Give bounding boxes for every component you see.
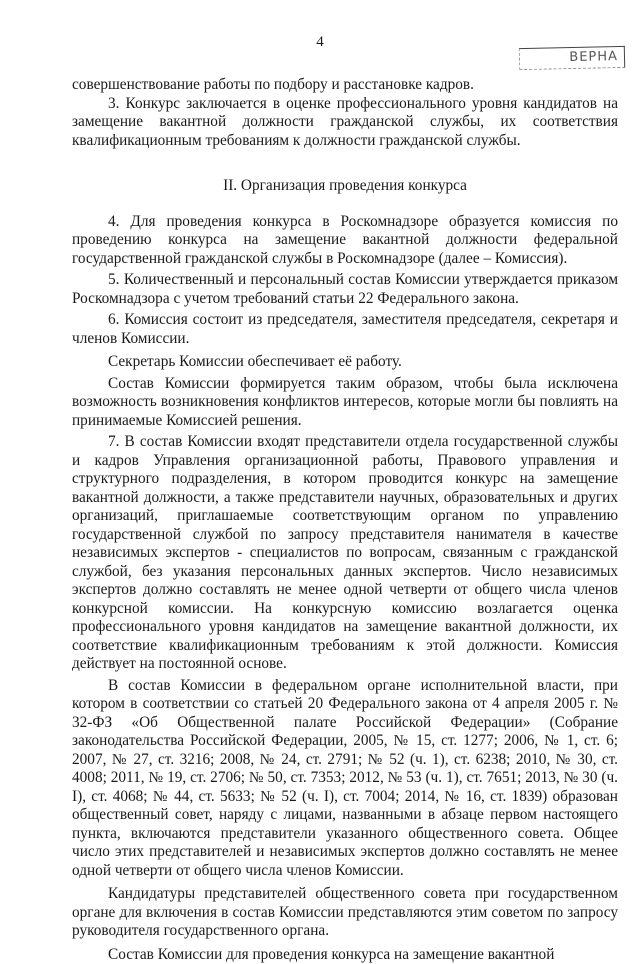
- page-number: 4: [0, 34, 640, 51]
- paragraph-public-council: В состав Комиссии в федеральном органе исполнительной власти, при котором в соответствии со статьей 20 Федерального закона от 4 апреля 2005 г. № 32-ФЗ «Об Общественной палате Российской Федерации» (Собрание законодательства Российской Федерации, 2005, № 15, ст. 1277; 2006, № 1, ст. 6; 2007, № 27, ст. 3216; 2008, № 24, ст. 2791; № 52 (ч. 1), ст. 6238; 2010, № 30, ст. 4008; 2011, № 19, ст. 2706; № 50, ст. 7353; 2012, № 53 (ч. 1), ст. 7651; 2013, № 30 (ч. I), ст. 4068; № 44, ст. 5633; № 52 (ч. I), ст. 7004; 2014, № 16, ст. 1839) образован общественный совет, наряду с лицами, названными в абзаце первом настоящего пункта, включаются представители указанного общественного совета. Общее число этих представителей и независимых экспертов должно составлять не менее одной четверти от общего числа членов Комиссии.: [72, 677, 618, 881]
- paragraph-composition: Состав Комиссии формируется таким образом, чтобы была исключена возможность возникновения конфликтов интересов, которые могли бы повлиять на принимаемые Комиссией решения.: [72, 375, 618, 431]
- section-heading: II. Организация проведения конкурса: [72, 177, 618, 196]
- paragraph-7: 7. В состав Комиссии входят представители отдела государственной службы и кадров Управления организационной работы, Правового управления и структурного подразделения, в котором проводится конкурс на замещение вакантной должности, а также представители научных, образовательных и других организаций, приглашаемые соответствующим органом по управлению государственной службой по запросу представителя нанимателя в качестве независимых экспертов - специалистов по вопросам, связанным с гражданской службой, без указания персональных данных экспертов. Число независимых экспертов должно составлять не менее одной четверти от общего числа членов конкурсной комиссии. На конкурсную комиссию возлагается оценка профессионального уровня кандидатов на замещение вакантной должности, их соответствие квалификационным требованиям к этой должности. Комиссия действует на постоянной основе.: [72, 433, 618, 674]
- paragraph-6: 6. Комиссия состоит из председателя, заместителя председателя, секретаря и членов Комиссии.: [72, 311, 618, 348]
- paragraph-candidates: Кандидатуры представителей общественного совета при государственном органе для включения в состав Комиссии представляются этим советом по запросу руководителя государственного органа.: [72, 885, 618, 941]
- document-body: [72, 76, 618, 964]
- paragraph-4: 4. Для проведения конкурса в Роскомнадзоре образуется комиссия по проведению конкурса на замещение вакантной должности федеральной государственной гражданской службы в Роскомнадзоре (далее – Комиссия).: [72, 213, 618, 269]
- certification-stamp: ВЕРНА: [519, 46, 625, 70]
- paragraph-5: 5. Количественный и персональный состав Комиссии утверждается приказом Роскомнадзора с учетом требований статьи 22 Федерального закона.: [72, 271, 618, 308]
- paragraph-3: 3. Конкурс заключается в оценке профессионального уровня кандидатов на замещение вакантной должности гражданской службы, их соответствия квалификационным требованиям к должности гражданской службы.: [72, 95, 618, 151]
- paragraph-continuation: совершенствование работы по подбору и расстановке кадров.: [72, 76, 618, 95]
- paragraph-composition-vacancy: Состав Комиссии для проведения конкурса на замещение вакантной: [72, 946, 618, 964]
- paragraph-secretary: Секретарь Комиссии обеспечивает её работу.: [72, 353, 618, 372]
